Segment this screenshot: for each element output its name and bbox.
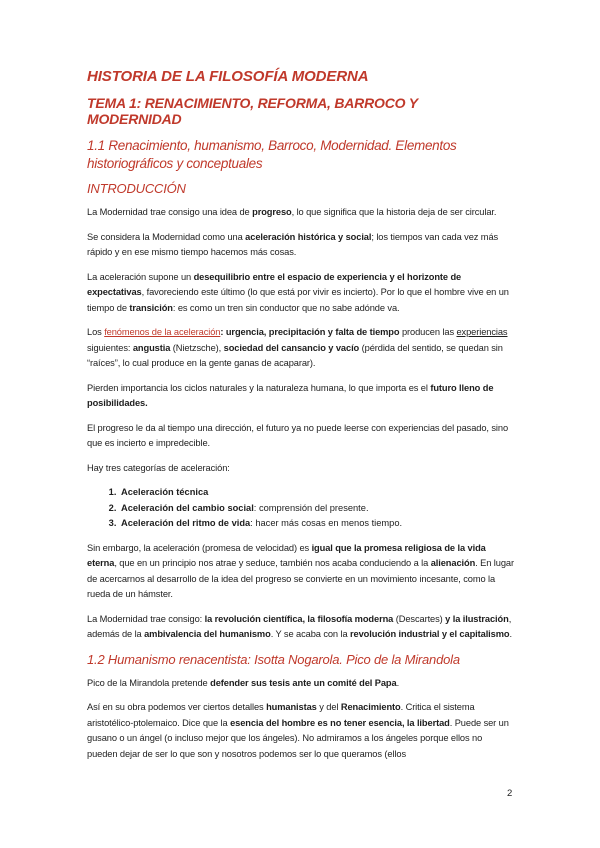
- paragraph-7: Hay tres categorías de aceleración:: [87, 462, 230, 473]
- paragraph-3: La aceleración supone un desequilibrio entre el espacio de experiencia y el horizonte de expectativas, favoreciendo este último (lo que está por vivir es incierto). Por lo que el hombre vive en un tiempo de transición: es como un tren sin conductor que no sabe adónde va.: [87, 271, 509, 313]
- section-2-title: 1.2 Humanismo renacentista: Isotta Nogarola. Pico de la Mirandola: [87, 651, 460, 667]
- section-1-title: 1.1 Renacimiento, humanismo, Barroco, Modernidad. Elementos historiográficos y conceptuales: [87, 138, 457, 171]
- paragraph-11: Así en su obra podemos ver ciertos detalles humanistas y del Renacimiento. Critica el sistema aristotélico-ptolemaico. Dice que la esencia del hombre es no tener esencia, la libertad. Puede ser un gusano o un ángel (o incluso mejor que los ángeles). No admiramos a los ángeles porque ellos no pueden dejar de ser lo que son y nosotros podemos ser lo que queramos (ellos: [87, 702, 509, 759]
- list-item: 3. Aceleración del ritmo de vida: hacer más cosas en menos tiempo.: [119, 516, 515, 532]
- paragraph-1: La Modernidad trae consigo una idea de progreso, lo que significa que la historia deja de ser circular.: [87, 207, 497, 217]
- paragraph-5: Pierden importancia los ciclos naturales y la naturaleza humana, lo que importa es el futuro lleno de posibilidades.: [87, 382, 494, 408]
- document-title: HISTORIA DE LA FILOSOFÍA MODERNA: [87, 68, 369, 85]
- intro-title: INTRODUCCIÓN: [87, 181, 186, 196]
- list-item: 1. Aceleración técnica: [119, 485, 515, 501]
- paragraph-6: El progreso le da al tiempo una dirección, el futuro ya no puede leerse con experiencias del pasado, sino que es incierto e impredecible.: [87, 422, 509, 448]
- page-number: 2: [507, 788, 513, 799]
- paragraph-8: Sin embargo, la aceleración (promesa de velocidad) es igual que la promesa religiosa de la vida eterna, que en un principio nos atrae y seduce, también nos acaba conduciendo a la alienación. En lugar de acercarnos al desarrollo de la idea del progreso se convierte en un movimiento incesante, como la rueda de un hámster.: [87, 542, 514, 599]
- paragraph-9: La Modernidad trae consigo: la revolución científica, la filosofía moderna (Descartes) y la ilustración, además de la ambivalencia del humanismo. Y se acaba con la revolución industrial y el capitalismo.: [87, 613, 512, 639]
- paragraph-4: Los fenómenos de la aceleración: urgencia, precipitación y falta de tiempo producen las experiencias siguientes: angustia (Nietzsche), sociedad del cansancio y vacío (pérdida del sentido, se quedan sin “raíces”, lo cual produce en la gente ganas de acaparar).: [87, 327, 508, 368]
- acceleration-list: [87, 485, 515, 532]
- paragraph-10: Pico de la Mirandola pretende defender sus tesis ante un comité del Papa.: [87, 677, 400, 688]
- list-item: 2. Aceleración del cambio social: comprensión del presente.: [119, 501, 515, 517]
- page-content: [87, 68, 515, 771]
- paragraph-2: Se considera la Modernidad como una aceleración histórica y social; los tiempos van cada vez más rápido y en ese mismo tiempo hacemos más cosas.: [87, 231, 499, 257]
- link-fenomenos-aceleracion[interactable]: fenómenos de la aceleración: [104, 327, 221, 337]
- topic-title: TEMA 1: RENACIMIENTO, REFORMA, BARROCO Y MODERNIDAD: [87, 95, 418, 127]
